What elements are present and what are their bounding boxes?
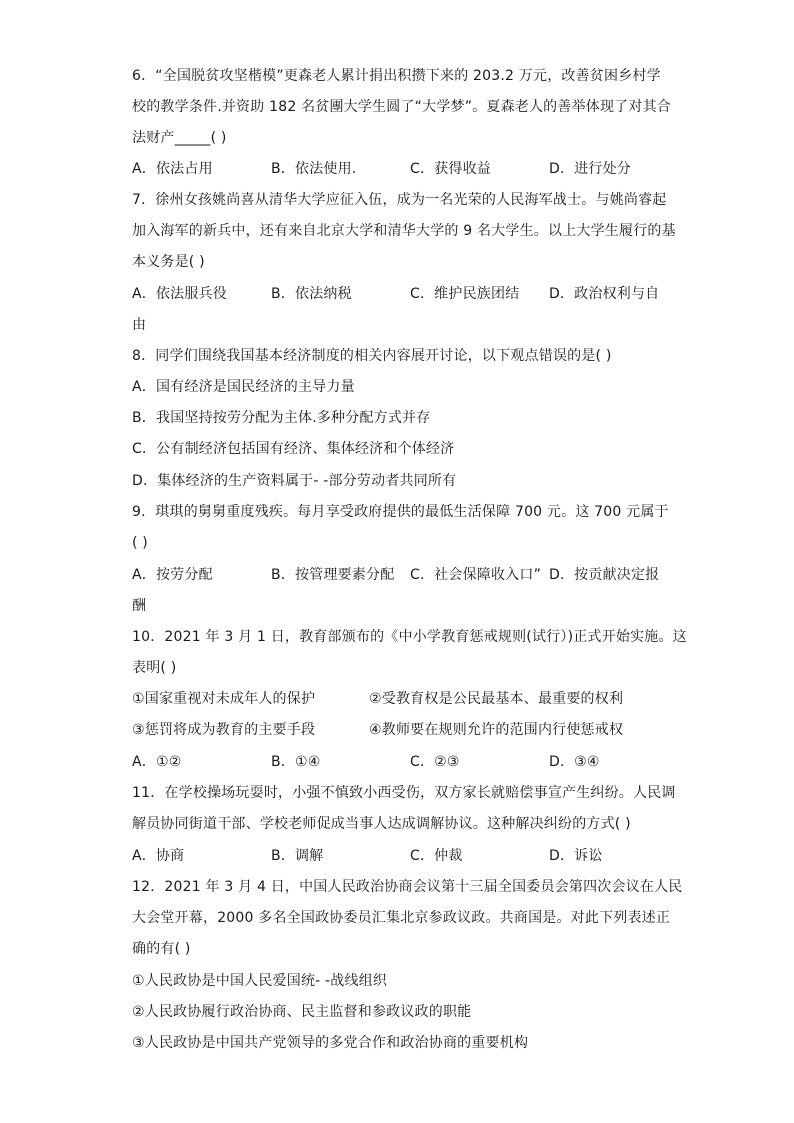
statement-3: ③惩罚将成为教育的主要手段: [132, 722, 316, 738]
option-a: A．协商: [132, 848, 185, 864]
option-d: D．政治权利与自: [549, 286, 660, 302]
option-d-wrap: 由: [132, 317, 147, 333]
question-text-line: 6．“全国脱贫攻坚楷模”更森老人累计捐出积攒下来的 203.2 万元，改善贫困乡村学: [132, 68, 661, 84]
option-c: C．社会保障收入口”: [410, 567, 542, 583]
option-c: C．获得收益: [410, 161, 491, 177]
option-a: A．①②: [132, 754, 182, 770]
question-text-line: 加入海军的新兵中，还有来自北京大学和清华大学的 9 名大学生。以上大学生履行的基: [132, 223, 676, 239]
option-b: B．按管理要素分配: [271, 567, 395, 583]
option-c: C．公有制经济包括国有经济、集体经济和个体经济: [132, 441, 455, 457]
question-text-line: 10．2021 年 3 月 1 日，教育部颁布的《中小学教育惩戒规则(试行）)正式开始实施。这: [132, 629, 687, 645]
question-text-line: 本义务是( ): [132, 254, 205, 270]
question-text-line: 确的有( ): [132, 941, 191, 957]
option-b: B．依法纳税: [271, 286, 352, 302]
statement-1: ①人民政协是中国人民爱国统- -战线组织: [132, 973, 388, 989]
option-d-wrap: 酬: [132, 598, 147, 614]
question-text-line: 11．在学校操场玩耍时，小强不慎致小西受伤，双方家长就赔偿事宣产生纠纷。人民调: [132, 785, 676, 801]
question-text-line: 12．2021 年 3 月 4 日，中国人民政治协商会议第十三届全国委员会第四次会议在人民: [132, 879, 683, 895]
option-a: A．依法占用: [132, 161, 213, 177]
option-a: A．国有经济是国民经济的主导力量: [132, 379, 355, 395]
option-c: C．维护民族团结: [410, 286, 520, 302]
option-d: D．③④: [549, 754, 600, 770]
option-d: D．进行处分: [549, 161, 631, 177]
question-text-line: 解员协同街道干部、学校老师促成当事人达成调解协议。这种解决纠纷的方式( ): [132, 816, 631, 832]
option-d: D．按贡献决定报: [549, 567, 660, 583]
statement-2: ②受教育权是公民最基本、最重要的权利: [369, 691, 624, 707]
option-a: A．按劳分配: [132, 567, 213, 583]
question-text-line: 大会堂开幕，2000 多名全国政协委员汇集北京参政议政。共商国是。对此下列表述正: [132, 910, 671, 926]
option-a: A．依法服兵役: [132, 286, 227, 302]
statement-2: ②人民政协履行政治协商、民主监督和参政议政的职能: [132, 1004, 472, 1020]
question-text-line: ( ): [132, 535, 148, 551]
question-text-line: 8．同学们围绕我国基本经济制度的相关内容展开讨论，以下观点错误的是( ): [132, 348, 612, 364]
question-text-line: 9．琪琪的舅舅重度残疾。每月享受政府提供的最低生活保障 700 元。这 700 元属于: [132, 504, 669, 520]
question-text-line: 校的教学条件.并资助 182 名贫團大学生圆了“大学梦”。夏森老人的善举体现了对其合: [132, 99, 671, 115]
option-b: B．①④: [271, 754, 321, 770]
option-b: B．依法使用.: [271, 161, 357, 177]
question-text-line: 7．徐州女孩姚尚喜从清华大学应征入伍，成为一名光荣的人民海军战士。与姚尚睿起: [132, 192, 667, 208]
option-c: C．②③: [410, 754, 460, 770]
option-c: C．仲裁: [410, 848, 463, 864]
option-d: D．集体经济的生产资料属于- -部分劳动者共同所有: [132, 473, 457, 489]
option-b: B．我国坚持按劳分配为主体.多种分配方式并存: [132, 410, 431, 426]
statement-1: ①国家重视对未成年人的保护: [132, 691, 316, 707]
question-text-line: 表明( ): [132, 660, 177, 676]
option-b: B．调解: [271, 848, 324, 864]
statement-4: ④教师要在规则允许的范围内行使惩戒权: [369, 722, 624, 738]
statement-3: ③人民政协是中国共产党领导的多党合作和政治协商的重要机构: [132, 1035, 529, 1051]
question-text-line: 法财产_____( ): [132, 130, 227, 146]
option-d: D．诉讼: [549, 848, 603, 864]
